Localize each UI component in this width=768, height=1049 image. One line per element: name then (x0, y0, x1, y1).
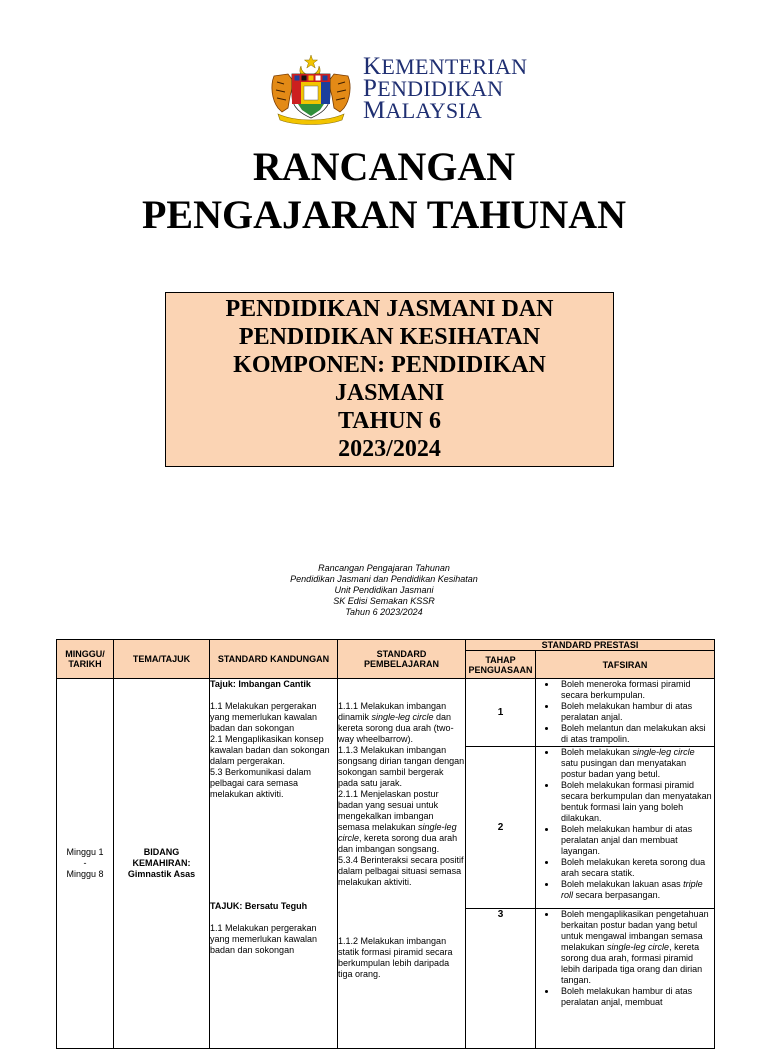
tafsiran-1-item: • Boleh melakukan hambur di atas peralatan anjal. (557, 701, 712, 723)
subject-line-4: JASMANI (334, 380, 445, 406)
subject-line-5: TAHUN 6 (338, 408, 441, 434)
tafsiran-level-2-cell (536, 747, 715, 909)
meta-line-2: Pendidikan Jasmani dan Pendidikan Kesihatan (290, 574, 478, 584)
tafsiran-level-1-cell (536, 679, 715, 747)
subject-line-3: KOMPONEN: PENDIDIKAN (233, 352, 546, 378)
standard-kandungan-cell (210, 679, 338, 1049)
subject-line-2: PENDIDIKAN KESIHATAN (238, 324, 541, 350)
sp-item-1-1-2: 1.1.2 Melakukan imbangan statik formasi piramid secara berkumpulan lebih daripada tiga orang. (338, 936, 453, 979)
week-line-2: - (83, 858, 87, 868)
week-cell (57, 679, 114, 1049)
theme-line-2: KEMAHIRAN: (132, 858, 191, 868)
tafsiran-2-item: • Boleh melakukan kereta sorong dua arah secara statik. (557, 857, 712, 879)
header-minggu: MINGGU/ TARIKH (57, 640, 114, 679)
tafsiran-2-item: • Boleh melakukan formasi piramid secara berkumpulan dan menyatakan bentuk formasi lain yang boleh dilakukan. (557, 780, 712, 824)
header-tafsiran: TAFSIRAN (536, 651, 715, 679)
tafsiran-level-3-cell (536, 909, 715, 1049)
sk-topic-2-item-1-1: 1.1 Melakukan pergerakan yang memerlukan kawalan badan dan sokongan (210, 923, 318, 955)
tafsiran-2-item: • Boleh melakukan single-leg circle satu pusingan dan menyatakan postur badan yang betul. (557, 747, 712, 780)
tafsiran-level-3-list (536, 909, 714, 1008)
header-standard-kandungan: STANDARD KANDUNGAN (210, 640, 338, 679)
ministry-line-3: MALAYSIA (363, 97, 483, 124)
sp-item-1-1-1: 1.1.1 Melakukan imbangan dinamik single-leg circle dan kereta sorong dua arah (two-way wheelbarrow). (338, 701, 454, 744)
sp-item-2-1-1: 2.1.1 Menjelaskan postur badan yang sesuai untuk mengekalkan imbangan semasa melakukan single-leg circle, kereta sorong dua arah dan imbangan songsang. (338, 789, 458, 854)
ministry-name (363, 53, 528, 124)
header-standard-prestasi: STANDARD PRESTASI (466, 640, 715, 651)
sp-item-1-1-3: 1.1.3 Melakukan imbangan songsang dirian tangan dengan sokongan sambil bergerak pada satu jarak. (338, 745, 465, 788)
sk-item-1-1: 1.1 Melakukan pergerakan yang memerlukan kawalan badan dan sokongan (210, 701, 318, 733)
level-1-cell: 1 (466, 679, 536, 747)
header-standard-pembelajaran: STANDARD PEMBELAJARAN (338, 640, 466, 679)
sk-topic-2-title: TAJUK: Bersatu Teguh (210, 901, 308, 911)
malaysia-coat-of-arms-icon (268, 52, 354, 126)
subject-line-6: 2023/2024 (338, 436, 441, 462)
document-title (0, 143, 768, 239)
lesson-plan-table (56, 639, 715, 1049)
level-3-cell: 3 (466, 909, 536, 1049)
tafsiran-1-item: • Boleh meneroka formasi piramid secara berkumpulan. (557, 679, 712, 701)
theme-line-1: BIDANG (143, 847, 180, 857)
tafsiran-3-item: • Boleh melakukan hambur di atas peralatan anjal, membuat (557, 986, 712, 1008)
theme-cell (114, 679, 210, 1049)
tafsiran-3-item: • Boleh mengaplikasikan pengetahuan berkaitan postur badan yang betul untuk mengawal imbangan semasa melakukan single-leg circle, kereta sorong dua arah, formasi piramid lebih daripada tiga orang dan dirian tangan. (557, 909, 712, 986)
document-title-line-2: PENGAJARAN TAHUNAN (141, 192, 627, 237)
meta-line-3: Unit Pendidikan Jasmani (334, 585, 434, 595)
tafsiran-2-item: • Boleh melakukan hambur di atas peralatan anjal dan membuat layangan. (557, 824, 712, 857)
week-line-1: Minggu 1 (66, 847, 104, 857)
sk-item-2-1: 2.1 Mengaplikasikan konsep kawalan badan dan sokongan dalam pergerakan. (210, 734, 330, 766)
meta-line-4: SK Edisi Semakan KSSR (333, 596, 435, 606)
tafsiran-level-2-list (536, 747, 714, 901)
meta-line-1: Rancangan Pengajaran Tahunan (318, 563, 450, 573)
subject-box (165, 292, 614, 467)
ministry-line-1: KEMENTERIAN (363, 53, 528, 80)
ministry-header (268, 52, 538, 126)
ministry-line-2: PENDIDIKAN (363, 75, 504, 102)
standard-pembelajaran-cell (338, 679, 466, 1049)
level-2-cell: 2 (466, 747, 536, 909)
tafsiran-2-item: • Boleh melakukan lakuan asas triple roll secara berpasangan. (557, 879, 712, 901)
sk-item-5-3: 5.3 Berkomunikasi dalam pelbagai cara semasa melakukan aktiviti. (210, 767, 312, 799)
header-tema: TEMA/TAJUK (114, 640, 210, 679)
tafsiran-1-item: • Boleh melantun dan melakukan aksi di atas trampolin. (557, 723, 712, 745)
header-tahap-penguasaan: TAHAP PENGUASAAN (466, 651, 536, 679)
document-title-line-1: RANCANGAN (252, 144, 516, 189)
sp-item-5-3-4: 5.3.4 Berinteraksi secara positif dalam pelbagai situasi semasa melakukan aktiviti. (338, 855, 464, 887)
subject-line-1: PENDIDIKAN JASMANI DAN (225, 296, 554, 322)
week-line-3: Minggu 8 (66, 869, 104, 879)
theme-line-3: Gimnastik Asas (127, 869, 196, 879)
meta-line-5: Tahun 6 2023/2024 (345, 607, 423, 617)
tafsiran-level-1-list (536, 679, 714, 745)
document-meta (0, 563, 768, 618)
sk-topic-1-title: Tajuk: Imbangan Cantik (210, 679, 311, 689)
